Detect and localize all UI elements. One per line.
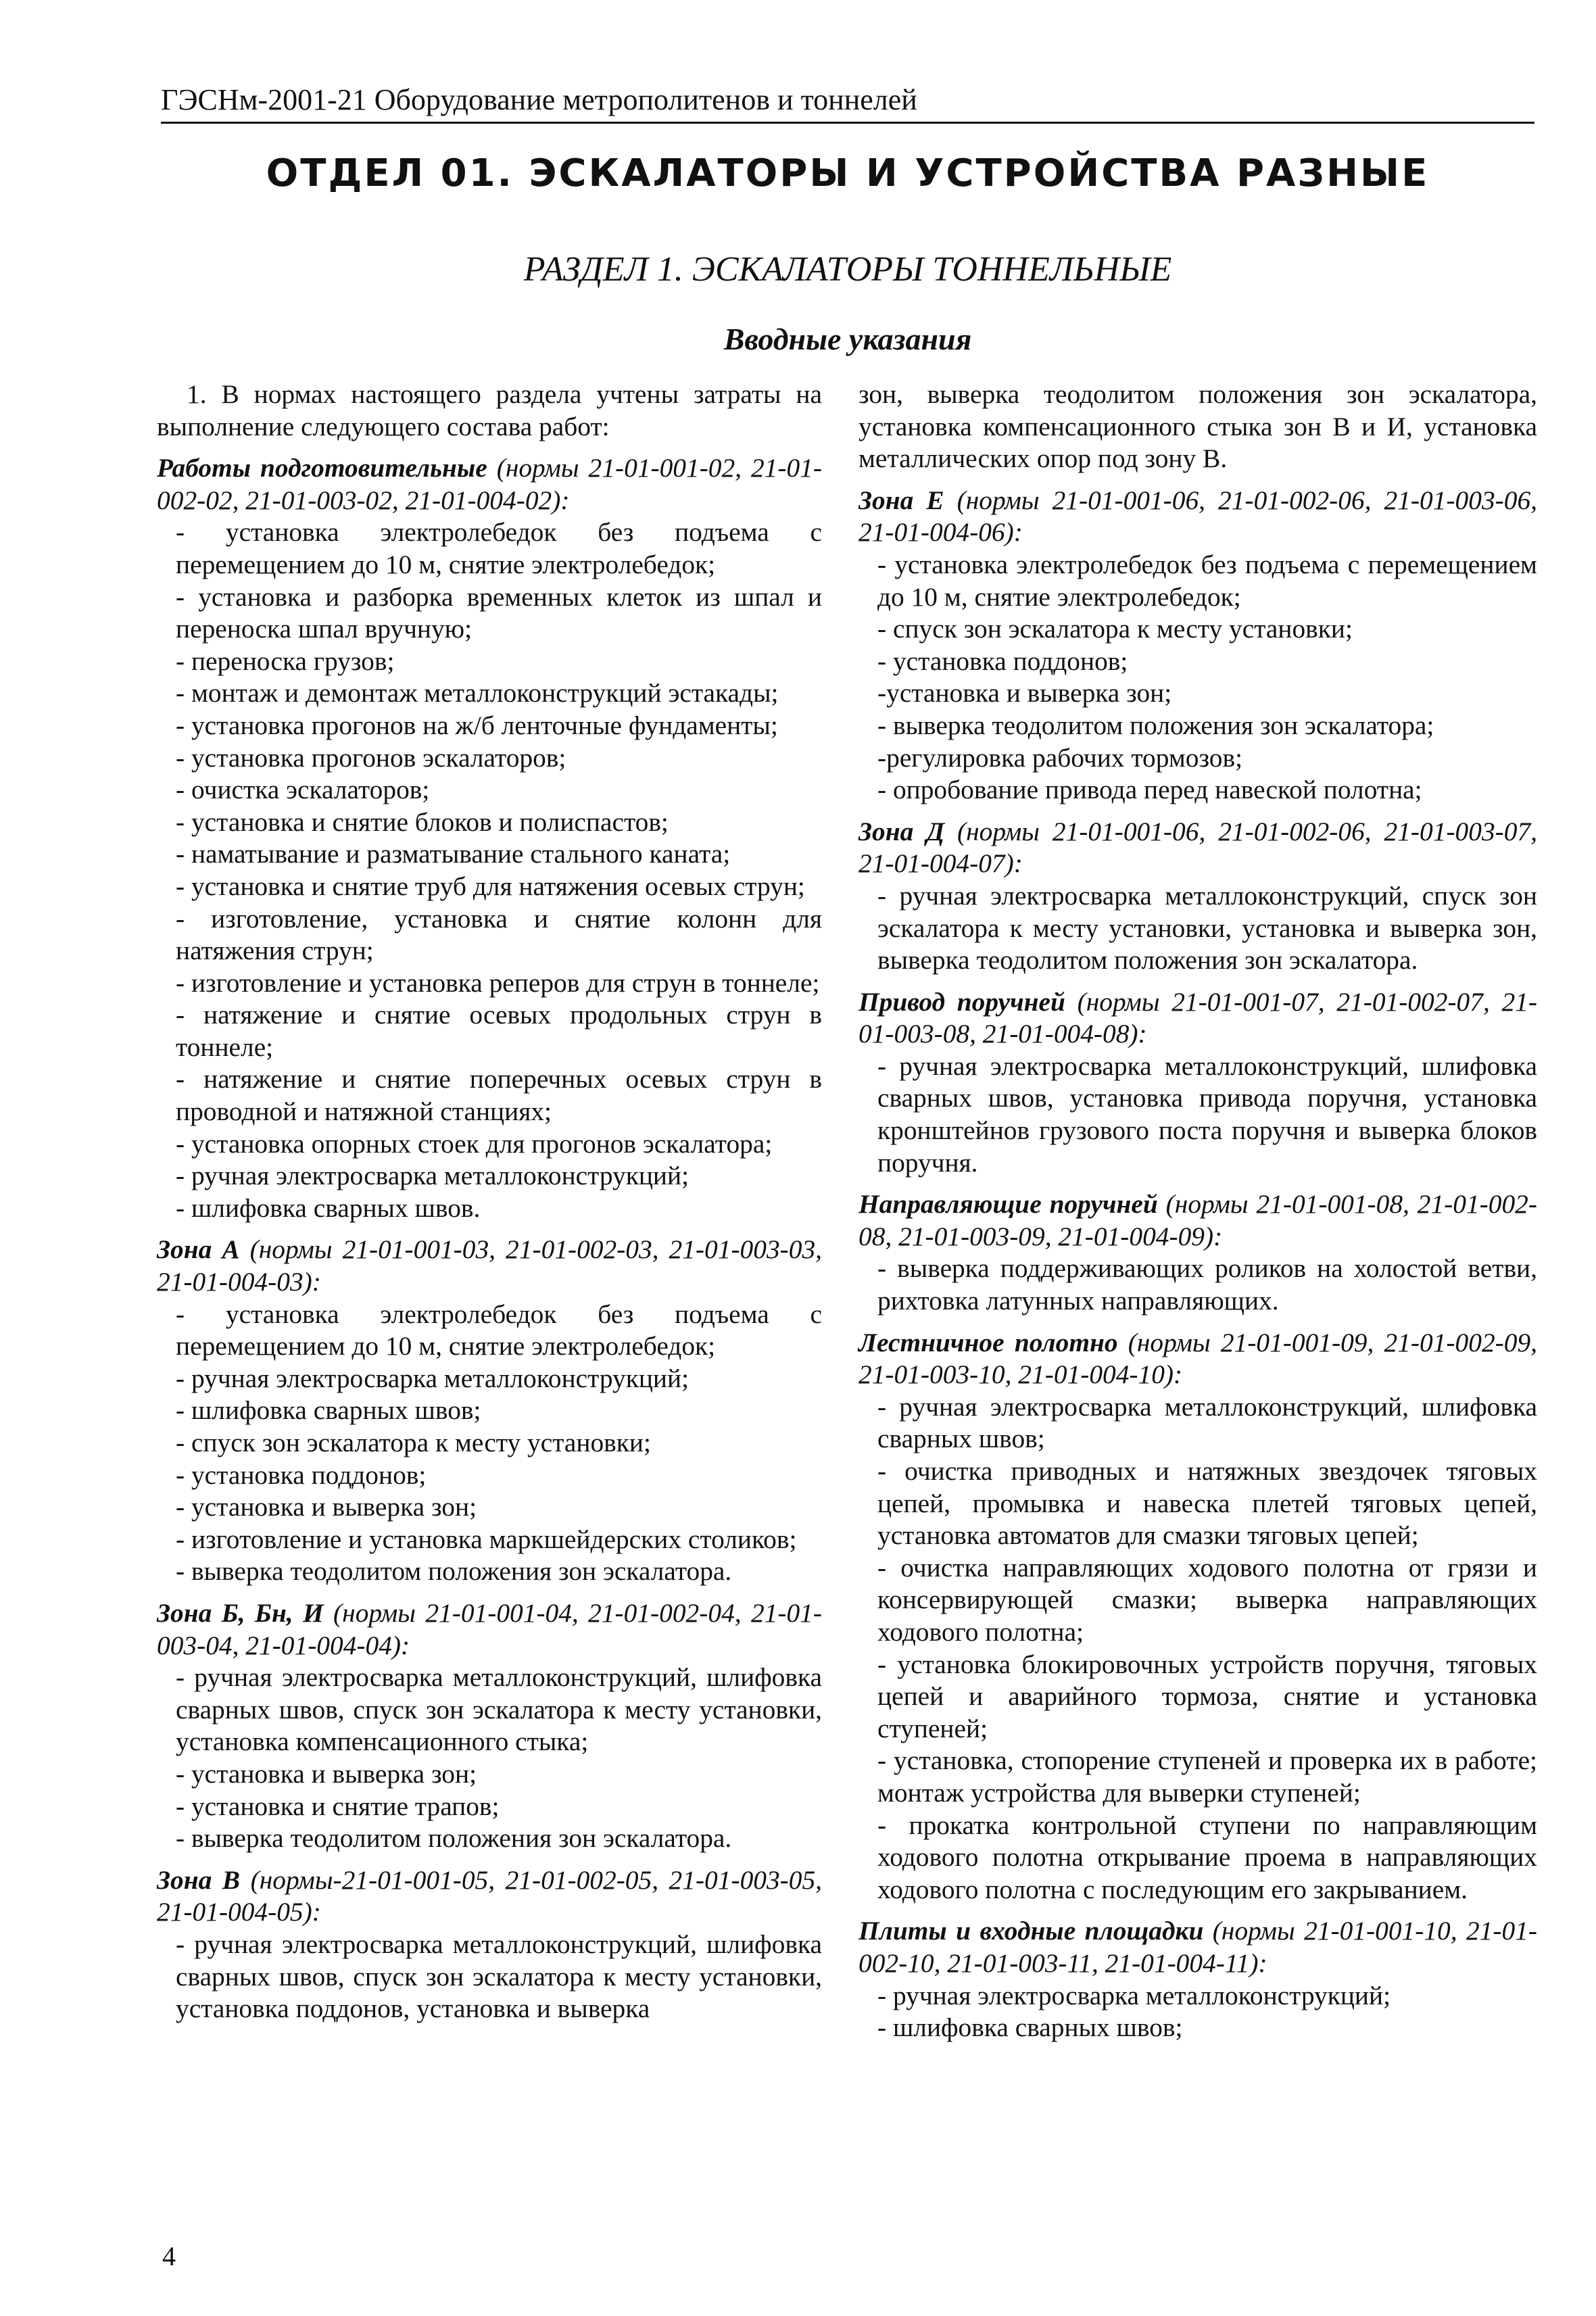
list-item: - установка и снятие труб для натяжения осевых струн;: [176, 871, 805, 901]
group-norms: (нормы-21-01-001-05, 21-01-002-05, 21-01-003-05, 21-01-004-05):: [157, 1864, 823, 1927]
group-name: Зона Д: [859, 816, 945, 846]
intro-paragraph: 1. В нормах настоящего раздела учтены затраты на выполнение следующего состава работ:: [157, 379, 822, 441]
group-norms: (нормы 21-01-001-02, 21-01-002-02, 21-01-003-02, 21-01-004-02):: [157, 453, 822, 515]
group-heading: [157, 1234, 822, 1298]
group-norms: (нормы 21-01-001-07, 21-01-002-07, 21-01-003-08, 21-01-004-08):: [859, 986, 1537, 1049]
list-item: - установка электролебедок без подъема с перемещением до 10 м, снятие электролебедок;: [877, 549, 1537, 612]
group-norms: (нормы 21-01-001-10, 21-01-002-10, 21-01-003-11, 21-01-004-11):: [859, 1916, 1537, 1978]
running-header: ГЭСНм-2001-21 Оборудование метрополитенов и тоннелей: [161, 82, 1534, 124]
group-name: Зона Б, Бн, И: [157, 1597, 324, 1628]
list-item: - установка и снятие трапов;: [176, 1791, 500, 1821]
group-name: Зона А: [157, 1234, 240, 1265]
list-item: - натяжение и снятие осевых продольных струн в тоннеле;: [176, 1000, 822, 1062]
list-item: - ручная электросварка металлоконструкций;: [877, 1980, 1391, 2010]
list-item: - опробование привода перед навеской полотна;: [877, 775, 1422, 805]
group-norms: (нормы 21-01-001-04, 21-01-002-04, 21-01-003-04, 21-01-004-04):: [157, 1597, 822, 1660]
list-item: - ручная электросварка металлоконструкций, шлифовка сварных швов, спуск зон эскалатора к месту установки, установка поддонов, установка и выверка: [176, 1929, 822, 2024]
list-item: - натяжение и снятие поперечных осевых струн в проводной и натяжной станциях;: [176, 1064, 822, 1127]
intro-title: Вводные указания: [723, 322, 972, 356]
list-item: - переноска грузов;: [176, 646, 395, 676]
list-item: -регулировка рабочих тормозов;: [877, 742, 1243, 773]
list-item: - установка прогонов на ж/б ленточные фундаменты;: [176, 710, 778, 740]
group-heading: [859, 986, 1537, 1051]
group-norms: (нормы 21-01-001-06, 21-01-002-06, 21-01-003-07, 21-01-004-07):: [859, 816, 1538, 879]
list-item: - установка поддонов;: [877, 646, 1128, 676]
list-item: - выверка поддерживающих роликов на холостой ветви, рихтовка латунных направляющих.: [877, 1253, 1537, 1316]
list-item: - ручная электросварка металлоконструкций, шлифовка сварных швов, спуск зон эскалатора к месту установки, установка компенсационного стыка;: [176, 1662, 822, 1757]
list-item: - установка и выверка зон;: [176, 1492, 477, 1522]
right-column: [859, 379, 1537, 2044]
list-item: - спуск зон эскалатора к месту установки;: [176, 1428, 651, 1457]
group-heading: [859, 1188, 1537, 1253]
list-item: - ручная электросварка металлоконструкций, спуск зон эскалатора к месту установки, установка и выверка зон, выверка теодолитом положения зон эскалатора.: [877, 880, 1537, 975]
group-name: Плиты и входные площадки: [859, 1916, 1204, 1946]
group-heading: [859, 816, 1537, 880]
list-item: - очистка направляющих ходового полотна от грязи и консервирующей смазки; выверка направляющих ходового полотна;: [877, 1552, 1537, 1647]
list-item: - установка и выверка зон;: [176, 1758, 477, 1789]
list-item: - спуск зон эскалатора к месту установки;: [877, 614, 1353, 644]
group-norms: (нормы 21-01-001-03, 21-01-002-03, 21-01-003-03, 21-01-004-03):: [157, 1234, 823, 1297]
group-name: Лестничное полотно: [859, 1327, 1118, 1357]
list-item: - наматывание и разматывание стального каната;: [176, 839, 731, 869]
group-heading: [157, 1597, 822, 1662]
list-item: -установка и выверка зон;: [877, 678, 1172, 708]
page-number: 4: [162, 2241, 176, 2271]
list-item: - шлифовка сварных швов;: [176, 1395, 481, 1426]
list-item: - изготовление, установка и снятие колонн для натяжения струн;: [176, 903, 822, 966]
list-item: - шлифовка сварных швов.: [176, 1192, 481, 1223]
continuation-paragraph: зон, выверка теодолитом положения зон эскалатора, установка компенсационного стыка зон В и И, установка металлических опор под зону В.: [859, 379, 1537, 474]
department-title: ОТДЕЛ 01. ЭСКАЛАТОРЫ И УСТРОЙСТВА РАЗНЫЕ: [266, 151, 1430, 195]
list-item: - монтаж и демонтаж металлоконструкций эстакады;: [176, 678, 779, 708]
list-item: - установка и разборка временных клеток из шпал и переноска шпал вручную;: [176, 581, 822, 644]
group-name: Привод поручней: [859, 986, 1065, 1017]
list-item: - установка опорных стоек для прогонов эскалатора;: [176, 1128, 773, 1159]
list-item: - установка прогонов эскалаторов;: [176, 742, 566, 773]
list-item: - установка электролебедок без подъема с перемещением до 10 м, снятие электролебедок;: [176, 517, 822, 579]
list-item: - выверка теодолитом положения зон эскалатора.: [176, 1556, 732, 1587]
list-item: - установка блокировочных устройств поручня, тяговых цепей и аварийного тормоза, снятие и установка ступеней;: [877, 1649, 1537, 1743]
list-item: - ручная электросварка металлоконструкций, шлифовка сварных швов;: [877, 1391, 1537, 1454]
list-item: - установка, стопорение ступеней и проверка их в работе; монтаж устройства для выверки ступеней;: [877, 1745, 1537, 1808]
list-item: - ручная электросварка металлоконструкций;: [176, 1161, 690, 1191]
group-heading: [859, 1915, 1537, 1979]
list-item: - выверка теодолитом положения зон эскалатора.: [176, 1823, 732, 1854]
group-heading: [859, 485, 1537, 549]
list-item: - изготовление и установка реперов для струн в тоннеле;: [176, 967, 820, 998]
group-name: Зона Е: [859, 485, 944, 515]
list-item: - установка электролебедок без подъема с перемещением до 10 м, снятие электролебедок;: [176, 1299, 822, 1361]
list-item: - ручная электросварка металлоконструкций, шлифовка сварных швов, установка привода поручня, установка кронштейнов грузового поста поручня и выверка блоков поручня.: [877, 1051, 1537, 1178]
group-norms: (нормы 21-01-001-08, 21-01-002-08, 21-01-003-09, 21-01-004-09):: [859, 1189, 1537, 1251]
list-item: - шлифовка сварных швов;: [877, 2012, 1183, 2043]
list-item: - выверка теодолитом положения зон эскалатора;: [877, 710, 1434, 740]
group-norms: (нормы 21-01-001-06, 21-01-002-06, 21-01-003-06, 21-01-004-06):: [859, 485, 1538, 548]
group-name: Работы подготовительные: [157, 453, 487, 483]
list-item: - очистка эскалаторов;: [176, 775, 430, 805]
group-name: Зона В: [157, 1864, 241, 1895]
list-item: - прокатка контрольной ступени по направляющим ходового полотна открывание проема в направляющих ходового полотна с последующим его закрыванием.: [877, 1810, 1537, 1904]
list-item: - ручная электросварка металлоконструкций;: [176, 1363, 690, 1393]
list-item: - установка и снятие блоков и полиспастов;: [176, 806, 669, 837]
group-heading: [157, 1864, 822, 1929]
list-item: - установка поддонов;: [176, 1459, 427, 1490]
list-item: - изготовление и установка маркшейдерских столиков;: [176, 1524, 797, 1554]
left-column: [157, 379, 822, 2025]
group-norms: (нормы 21-01-001-09, 21-01-002-09, 21-01-003-10, 21-01-004-10):: [859, 1327, 1537, 1390]
section-title: РАЗДЕЛ 1. ЭСКАЛАТОРЫ ТОННЕЛЬНЫЕ: [523, 250, 1172, 289]
group-heading: [859, 1327, 1537, 1391]
group-heading: [157, 452, 822, 516]
list-item: - очистка приводных и натяжных звездочек тяговых цепей, промывка и навеска плетей тяговых цепей, установка автоматов для смазки тяговых цепей;: [877, 1456, 1537, 1551]
group-name: Направляющие поручней: [859, 1189, 1158, 1220]
